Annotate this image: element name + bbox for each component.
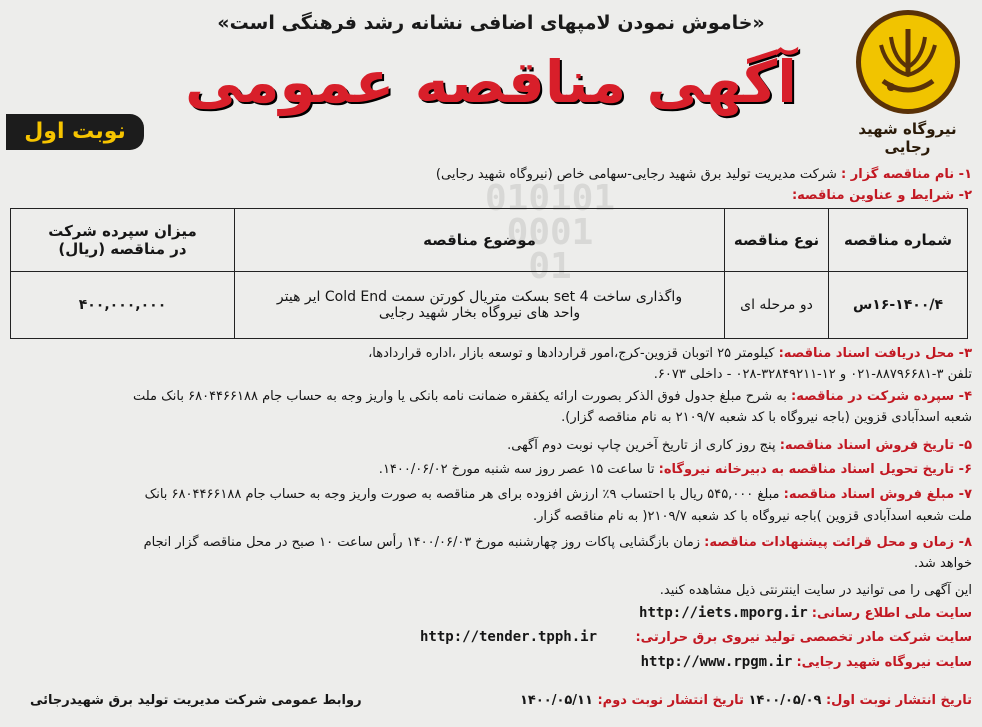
slogan: «خاموش نمودن لامپهای اضافی نشانه رشد فرهنگی است»: [217, 12, 765, 34]
site-label: سایت شرکت مادر تخصصی تولید نیروی برق حرارتی:: [635, 630, 972, 645]
site-plant: [6, 652, 972, 673]
site-national: [6, 603, 972, 624]
section-deposit: [6, 386, 972, 407]
section-deposit-cont: [6, 407, 972, 428]
section-documents-location: [6, 343, 972, 364]
section-label: ۶- تاریخ تحویل اسناد مناقصه به دبیرخانه نیروگاه:: [658, 462, 972, 477]
section-label: ۴- سپرده شرکت در مناقصه:: [791, 389, 972, 404]
section-text: به شرح مبلغ جدول فوق الذکر بصورت ارائه یکفقره ضمانت نامه بانکی یا واریز وجه به حساب جام ۶۸۰۴۴۶۶۱۸۸ بانک ملت: [132, 389, 787, 404]
public-relations: روابط عمومی شرکت مدیریت تولید برق شهیدرجائی: [30, 693, 362, 708]
notice-title: آگهی مناقصه عمومی: [184, 48, 798, 116]
col-header-deposit: میزان سپرده شرکت در مناقصه (ریال): [11, 209, 235, 272]
site-link[interactable]: http://www.rpgm.ir: [640, 654, 793, 670]
section-delivery-date: [6, 459, 972, 480]
site-link[interactable]: http://iets.mporg.ir: [639, 605, 808, 621]
section-text: خواهد شد.: [913, 556, 972, 571]
section-opening-cont: [6, 553, 972, 574]
section-text: زمان بازگشایی پاکات روز چهارشنبه مورخ ۱۴۰۰/۰۶/۰۳ رأس ساعت ۱۰ صبح در محل مناقصه گزار انجام: [143, 535, 701, 550]
section-text: شعبه اسدآبادی قزوین (باجه نیروگاه با کد شعبه ۲۱۰۹/۷ به نام مناقصه گزار).: [561, 410, 972, 425]
section-text: ملت شعبه اسدآبادی قزوین )باجه نیروگاه با کد شعبه ۲۱۰۹/۷( به نام مناقصه گزار.: [532, 509, 972, 524]
section-text: کیلومتر ۲۵ اتوبان قزوین-کرج،امور قراردادها و توسعه بازار ،اداره قراردادها،: [368, 346, 775, 361]
plant-logo-icon: [856, 10, 960, 114]
publish-date-second: ۱۴۰۰/۰۵/۱۱: [519, 693, 593, 708]
col-header-subject: موضوع مناقصه: [235, 209, 725, 272]
tender-table: [10, 208, 968, 339]
cell-subject: واگذاری ساخت 4 set بسکت متریال کورتن سمت Cold End ایر هیتر واحد های نیروگاه بخار شهید رجایی: [235, 272, 725, 339]
site-label: سایت نیروگاه شهید رجایی:: [796, 655, 972, 670]
col-header-type: نوع مناقصه: [725, 209, 829, 272]
section-label: ۵- تاریخ فروش اسناد مناقصه:: [779, 438, 972, 453]
publish-dates: تاریخ انتشار نوبت اول: ۱۴۰۰/۰۵/۰۹ تاریخ انتشار نوبت دوم: ۱۴۰۰/۰۵/۱۱: [519, 693, 972, 708]
section-text: تلفن ۳-۸۸۷۹۶۶۸۱-۰۲۱ و ۱۲-۳۲۸۴۹۲۱۱-۰۲۸ - داخلی ۶۰۷۳.: [653, 367, 972, 382]
cell-deposit: ۴۰۰,۰۰۰,۰۰۰: [11, 272, 235, 339]
logo-caption: نیروگاه شهید رجایی: [858, 120, 957, 156]
section-document-price: [6, 484, 972, 505]
section-label: ۲- شرایط و عناوین مناقصه:: [791, 188, 972, 203]
col-header-number: شماره مناقصه: [829, 209, 968, 272]
watermark-digits: 010101 0001 01: [484, 178, 616, 287]
table-row: [11, 272, 968, 339]
cell-type: دو مرحله ای: [725, 272, 829, 339]
section-label: ۸- زمان و محل قرائت پیشنهادات مناقصه:: [704, 535, 972, 550]
section-sale-date: [6, 435, 972, 456]
section-document-price-cont: [6, 506, 972, 527]
section-organizer: [6, 164, 972, 185]
turn-badge: نوبت اول: [6, 114, 144, 150]
section-opening: [6, 532, 972, 553]
site-link[interactable]: http://tender.tpph.ir: [420, 629, 598, 645]
cell-number: ۱۶-۱۴۰۰/۴س: [829, 272, 968, 339]
section-text: شرکت مدیریت تولید برق شهید رجایی-سهامی خاص (نیروگاه شهید رجایی): [435, 167, 837, 182]
section-documents-phone: [6, 364, 972, 385]
site-parent-url: [420, 627, 597, 648]
site-label: سایت ملی اطلاع رسانی:: [811, 606, 972, 621]
section-label: ۷- مبلغ فروش اسناد مناقصه:: [783, 487, 972, 502]
publish-date-first: ۱۴۰۰/۰۵/۰۹: [748, 693, 822, 708]
table-header-row: [11, 209, 968, 272]
company-logo: [845, 10, 970, 162]
section-text: مبلغ ۵۴۵,۰۰۰ ریال با احتساب ۹٪ ارزش افزوده برای هر مناقصه به صورت واریز وجه به حساب جام ۶۸۰۴۴۶۶۱۸۸ بانک: [144, 487, 780, 502]
section-text: پنج روز کاری از تاریخ آخرین چاپ نوبت دوم آگهی.: [507, 438, 776, 453]
section-text: تا ساعت ۱۵ عصر روز سه شنبه مورخ ۱۴۰۰/۰۶/۰۲.: [378, 462, 655, 477]
section-label: ۳- محل دریافت اسناد مناقصه:: [778, 346, 972, 361]
section-conditions: [6, 185, 972, 206]
sites-intro: این آگهی را می توانید در سایت اینترنتی ذیل مشاهده کنید.: [659, 583, 972, 598]
section-label: ۱- نام مناقصه گزار :: [841, 167, 972, 182]
